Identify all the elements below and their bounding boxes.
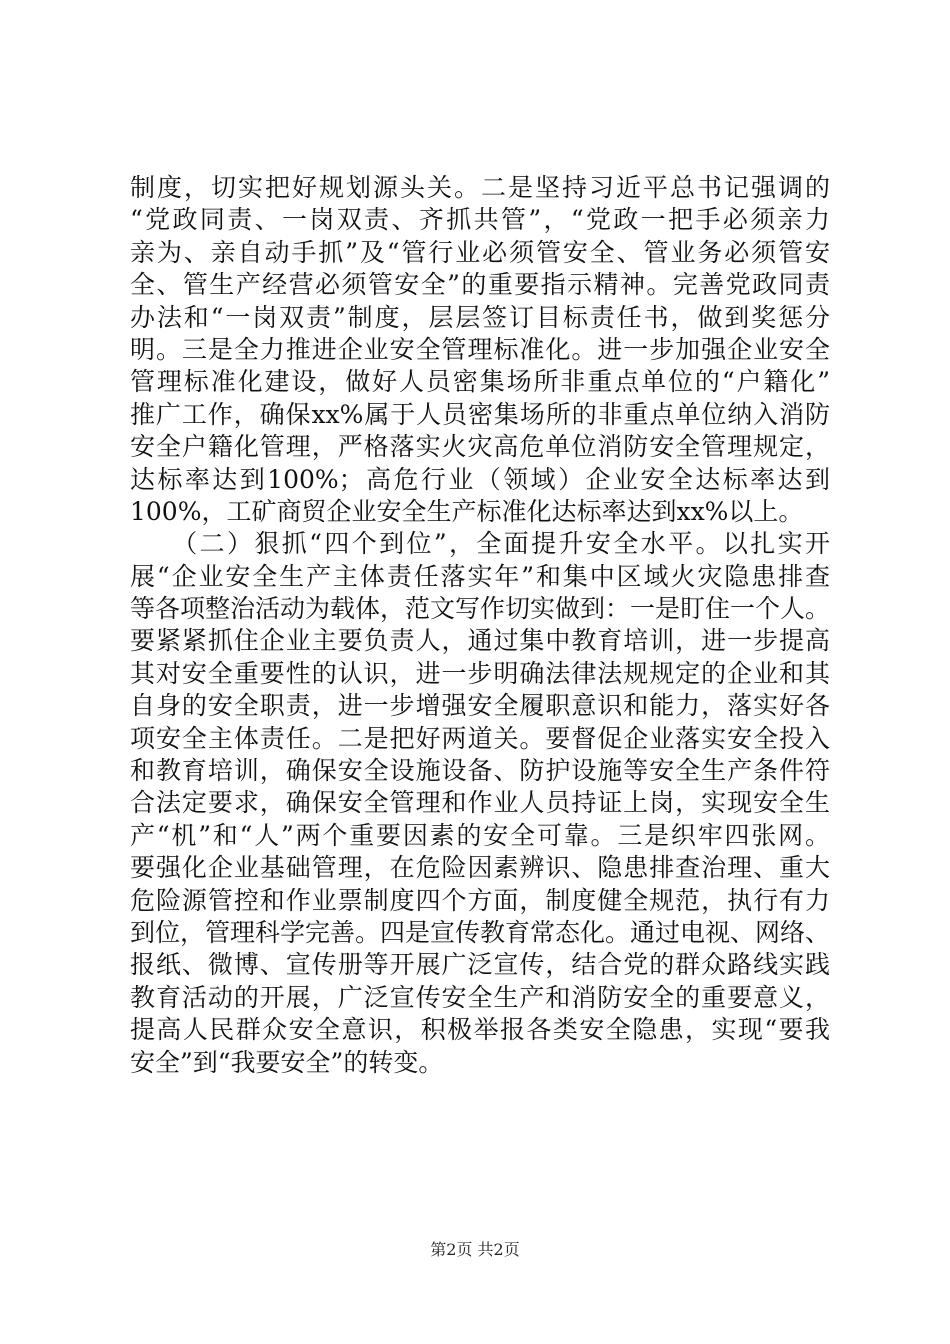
text-line: 其对安全重要性的认识，进一步明确法律法规规定的企业和其 xyxy=(130,658,830,688)
text-line: 展“企业安全生产主体责任落实年”和集中区域火灾隐患排查 xyxy=(130,561,830,591)
text-line: 达标率达到100%；高危行业（领域）企业安全达标率达到 xyxy=(130,464,830,494)
text-line: 和教育培训，确保安全设施设备、防护设施等安全生产条件符 xyxy=(130,756,830,786)
text-line: 100%，工矿商贸企业安全生产标准化达标率达到xx%以上。 xyxy=(130,496,804,526)
text-line: 要强化企业基础管理，在危险因素辨识、隐患排查治理、重大 xyxy=(130,853,830,883)
page-number-footer: 第2页 共2页 xyxy=(430,1240,520,1259)
body-text xyxy=(130,172,830,1079)
text-line: 自身的安全职责，进一步增强安全履职意识和能力，落实好各 xyxy=(130,691,830,721)
text-line: 安全”到“我要安全”的转变。 xyxy=(130,1047,444,1077)
text-line: 到位，管理科学完善。四是宣传教育常态化。通过电视、网络、 xyxy=(130,917,830,947)
text-line: 推广工作，确保xx%属于人员密集场所的非重点单位纳入消防 xyxy=(130,399,830,429)
text-line: （二）狠抓“四个到位”，全面提升安全水平。以扎实开 xyxy=(130,529,830,559)
text-line: 提高人民群众安全意识，积极举报各类安全隐患，实现“要我 xyxy=(130,1015,830,1045)
text-line: 全、管生产经营必须管安全”的重要指示精神。完善党政同责 xyxy=(130,270,830,300)
text-line: 管理标准化建设，做好人员密集场所非重点单位的“户籍化” xyxy=(130,367,830,397)
text-line: 亲为、亲自动手抓”及“管行业必须管安全、管业务必须管安 xyxy=(130,237,830,267)
text-line: 办法和“一岗双责”制度，层层签订目标责任书，做到奖惩分 xyxy=(130,302,830,332)
text-line: 危险源管控和作业票制度四个方面，制度健全规范，执行有力 xyxy=(130,885,830,915)
text-line: “党政同责、一岗双责、齐抓共管”，“党政一把手必须亲力 xyxy=(130,205,830,235)
text-line: 合法定要求，确保安全管理和作业人员持证上岗，实现安全生 xyxy=(130,788,830,818)
text-line: 产“机”和“人”两个重要因素的安全可靠。三是织牢四张网。 xyxy=(130,820,830,850)
text-line: 报纸、微博、宣传册等开展广泛宣传，结合党的群众路线实践 xyxy=(130,950,830,980)
text-line: 项安全主体责任。二是把好两道关。要督促企业落实安全投入 xyxy=(130,723,830,753)
text-line: 要紧紧抓住企业主要负责人，通过集中教育培训，进一步提高 xyxy=(130,626,830,656)
text-line: 安全户籍化管理，严格落实火灾高危单位消防安全管理规定， xyxy=(130,432,830,462)
text-line: 明。三是全力推进企业安全管理标准化。进一步加强企业安全 xyxy=(130,334,830,364)
text-line: 教育活动的开展，广泛宣传安全生产和消防安全的重要意义， xyxy=(130,982,830,1012)
text-line: 制度，切实把好规划源头关。二是坚持习近平总书记强调的 xyxy=(130,173,830,202)
text-line: 等各项整治活动为载体，范文写作切实做到：一是盯住一个人。 xyxy=(130,594,830,624)
